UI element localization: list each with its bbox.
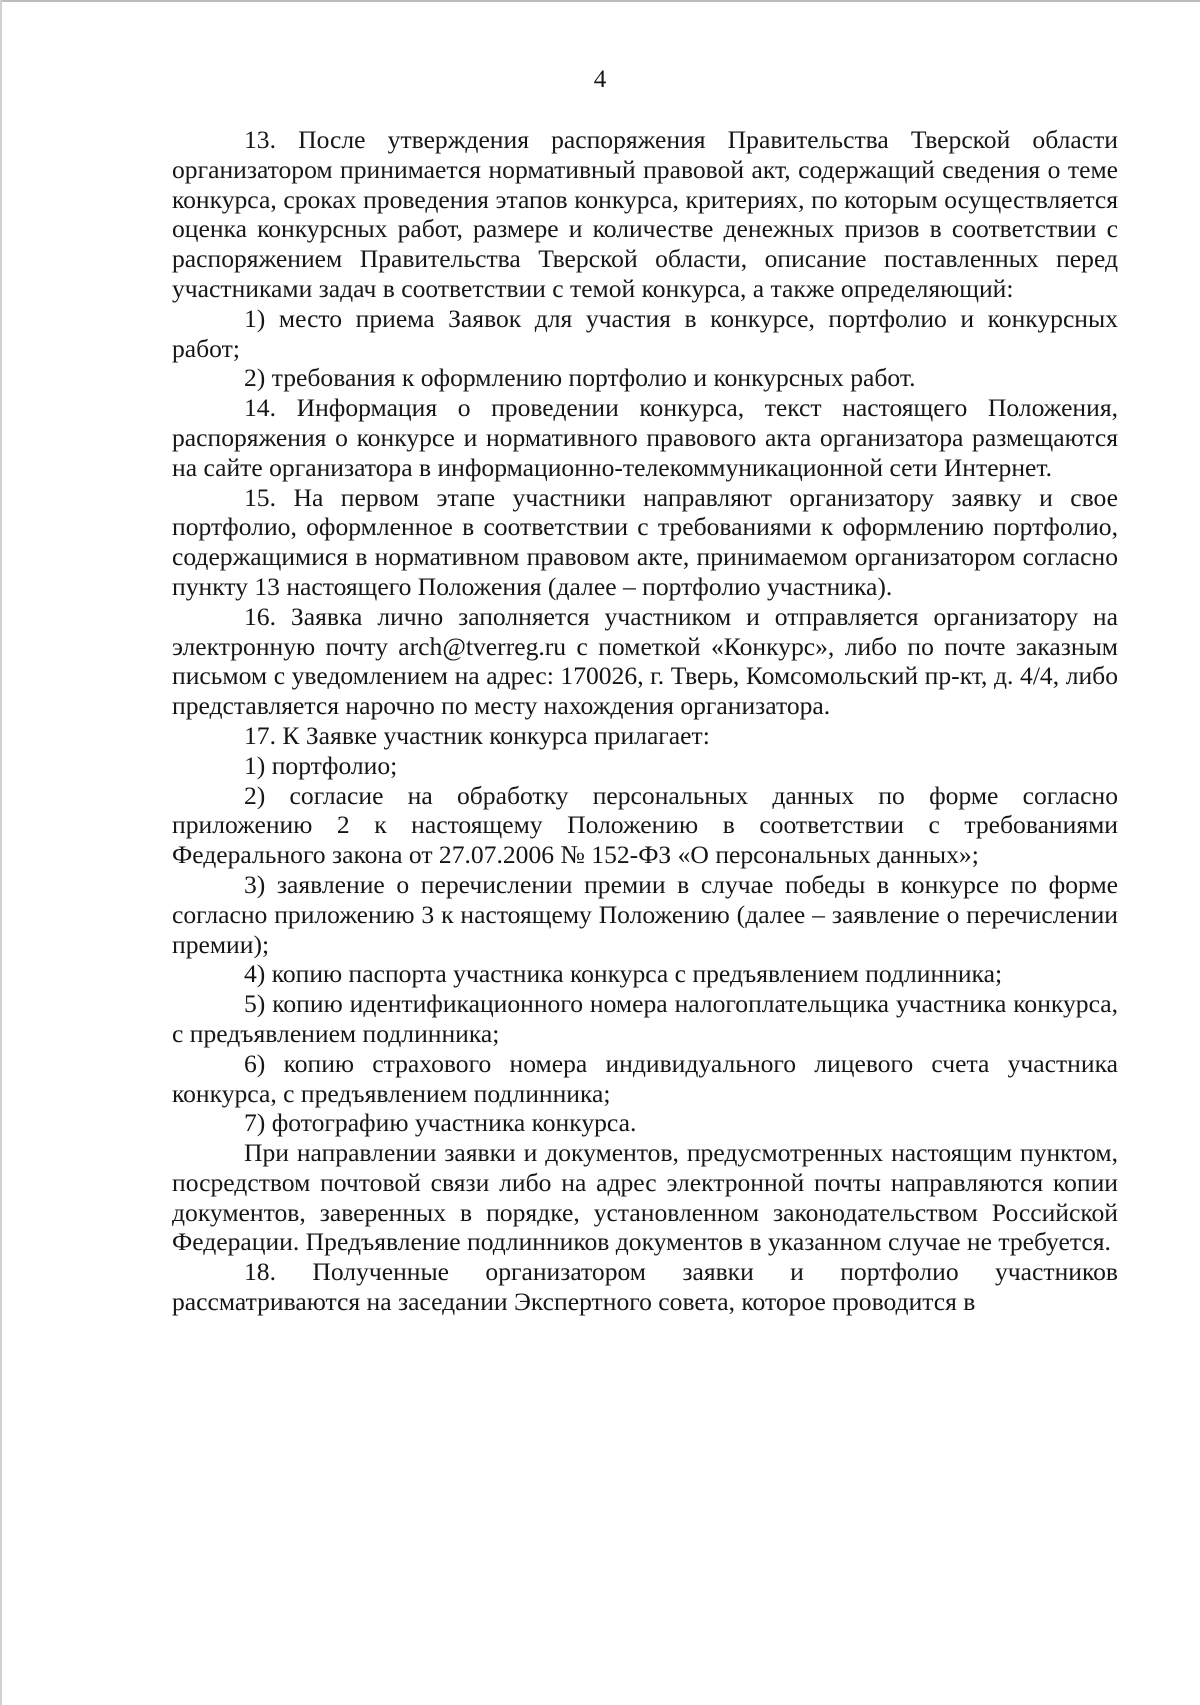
page-number: 4	[593, 66, 607, 93]
paragraph-17-item-7: 7) фотографию участника конкурса.	[244, 1108, 637, 1138]
paragraph-17-item-2: 2) согласие на обработку персональных данных по форме согласно приложению 2 к настоящему Положению в соответствии с требованиями Федерального закона от 27.07.2006 № 152-ФЗ «О персональных данных»;	[172, 780, 1118, 870]
paragraph-15: 15. На первом этапе участники направляют организатору заявку и свое портфолио, оформленное в соответствии с требованиями к оформлению портфолио, содержащимися в нормативном правовом акте, принимаемом организатором согласно пункту 13 настоящего Положения (далее – портфолио участника).	[172, 482, 1118, 601]
paragraph-17-item-6: 6) копию страхового номера индивидуального лицевого счета участника конкурса, с предъявлением подлинника;	[172, 1048, 1118, 1108]
paragraph-17-item-4: 4) копию паспорта участника конкурса с предъявлением подлинника;	[244, 959, 1003, 989]
paragraph-14: 14. Информация о проведении конкурса, текст настоящего Положения, распоряжения о конкурсе и нормативного правового акта организатора размещаются на сайте организатора в информационно-телекоммуникационной сети Интернет.	[172, 393, 1118, 482]
paragraph-13: 13. После утверждения распоряжения Правительства Тверской области организатором принимается нормативный правовой акт, содержащий сведения о теме конкурса, сроках проведения этапов конкурса, критериях, по которым осуществляется оценка конкурсных работ, размере и количестве денежных призов в соответствии с распоряжением Правительства Тверской области, описание поставленных перед участниками задач в соответствии с темой конкурса, а также определяющий:	[172, 125, 1118, 303]
paragraph-17-item-5: 5) копию идентификационного номера налогоплательщика участника конкурса, с предъявлением подлинника;	[172, 989, 1118, 1048]
paragraph-13-item-2: 2) требования к оформлению портфолио и конкурсных работ.	[244, 363, 916, 393]
scan-edge-top	[0, 0, 1200, 2]
paragraph-13-item-1: 1) место приема Заявок для участия в конкурсе, портфолио и конкурсных работ;	[172, 303, 1118, 363]
paragraph-17-item-1: 1) портфолио;	[244, 750, 398, 780]
paragraph-17-note: При направлении заявки и документов, предусмотренных настоящим пунктом, посредством почтовой связи либо на адрес электронной почты направляются копии документов, заверенных в порядке, установленном законодательством Российской Федерации. Предъявление подлинников документов в указанном случае не требуется.	[172, 1138, 1118, 1257]
document-body	[172, 125, 1118, 1317]
paragraph-18: 18. Полученные организатором заявки и портфолио участников рассматриваются на заседании Экспертного совета, которое проводится в	[172, 1257, 1118, 1317]
paragraph-17-item-3: 3) заявление о перечислении премии в случае победы в конкурсе по форме согласно приложению 3 к настоящему Положению (далее – заявление о перечислении премии);	[172, 869, 1118, 959]
scan-edge-left	[0, 0, 2, 1705]
paragraph-16: 16. Заявка лично заполняется участником и отправляется организатору на электронную почту arch@tverreg.ru с пометкой «Конкурс», либо по почте заказным письмом с уведомлением на адрес: 170026, г. Тверь, Комсомольский пр-кт, д. 4/4, либо представляется нарочно по месту нахождения организатора.	[172, 601, 1118, 721]
paragraph-17: 17. К Заявке участник конкурса прилагает:	[244, 720, 710, 750]
